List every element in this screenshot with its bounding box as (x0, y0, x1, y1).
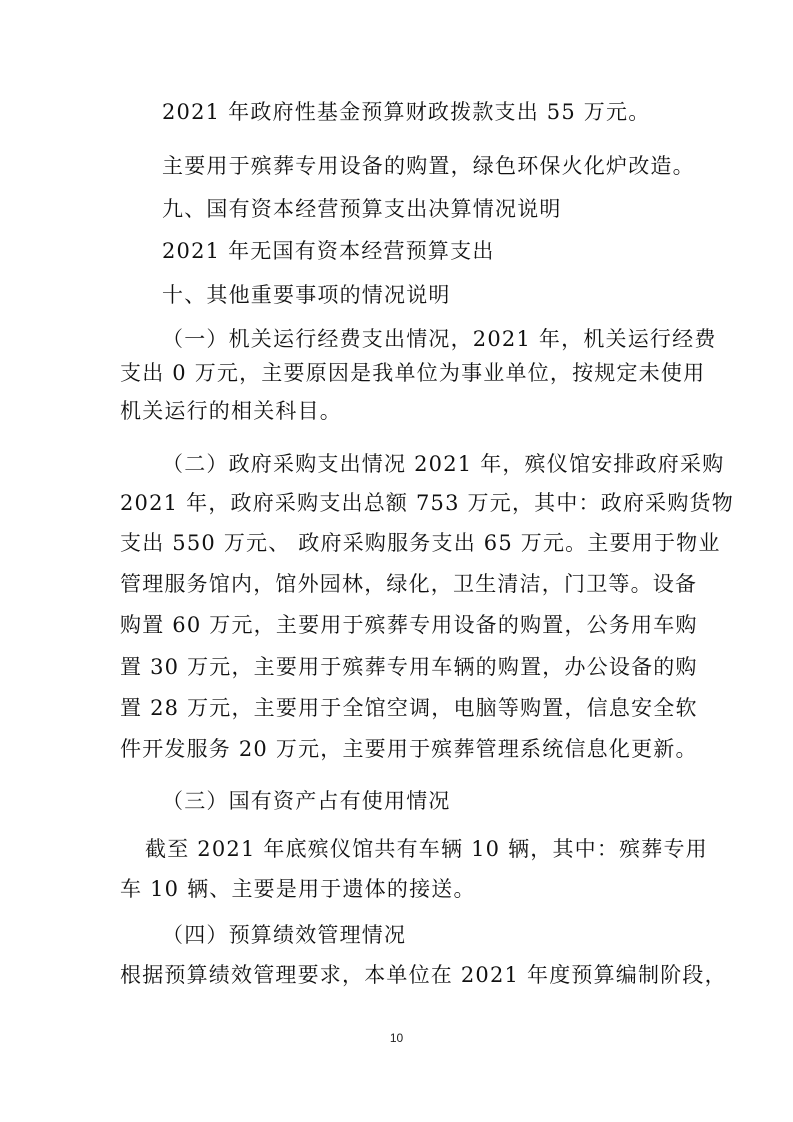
paragraph-line: 2021 年政府性基金预算财政拨款支出 55 万元。 (162, 100, 651, 124)
paragraph-line: 车 10 辆、主要是用于遗体的接送。 (120, 877, 476, 901)
paragraph-line: 购置 60 万元，主要用于殡葬专用设备的购置，公务用车购 (120, 613, 698, 637)
paragraph-line: 置 30 万元，主要用于殡葬专用车辆的购置，办公设备的购 (120, 655, 698, 679)
paragraph-line: 支出 550 万元、 政府采购服务支出 65 万元。主要用于物业 (120, 531, 721, 555)
paragraph-line: 机关运行的相关科目。 (120, 399, 342, 423)
paragraph-line: 件开发服务 20 万元，主要用于殡葬管理系统信息化更新。 (120, 737, 698, 761)
paragraph-line: 2021 年无国有资本经营预算支出 (162, 239, 495, 263)
subsection-heading: （一）机关运行经费支出情况，2021 年，机关运行经费 (162, 327, 717, 351)
paragraph-line: 置 28 万元，主要用于全馆空调，电脑等购置，信息安全软 (120, 696, 698, 720)
paragraph-line: 2021 年，政府采购支出总额 753 万元，其中：政府采购货物 (120, 491, 734, 515)
paragraph-line: 主要用于殡葬专用设备的购置，绿色环保火化炉改造。 (162, 154, 695, 178)
section-heading: 九、国有资本经营预算支出决算情况说明 (162, 197, 562, 221)
subsection-heading: （三）国有资产占有使用情况 (162, 789, 451, 813)
subsection-heading: （二）政府采购支出情况 2021 年，殡仪馆安排政府采购 (162, 452, 725, 476)
subsection-heading: （四）预算绩效管理情况 (162, 923, 407, 947)
paragraph-line: 根据预算绩效管理要求，本单位在 2021 年度预算编制阶段， (120, 963, 727, 987)
paragraph-line: 截至 2021 年底殡仪馆共有车辆 10 辆，其中：殡葬专用 (145, 837, 708, 861)
paragraph-line: 管理服务馆内，馆外园林，绿化，卫生清洁，门卫等。设备 (120, 572, 698, 596)
section-heading: 十、其他重要事项的情况说明 (162, 283, 451, 307)
paragraph-line: 支出 0 万元，主要原因是我单位为事业单位，按规定未使用 (120, 361, 706, 385)
page-number: 10 (389, 1031, 404, 1045)
